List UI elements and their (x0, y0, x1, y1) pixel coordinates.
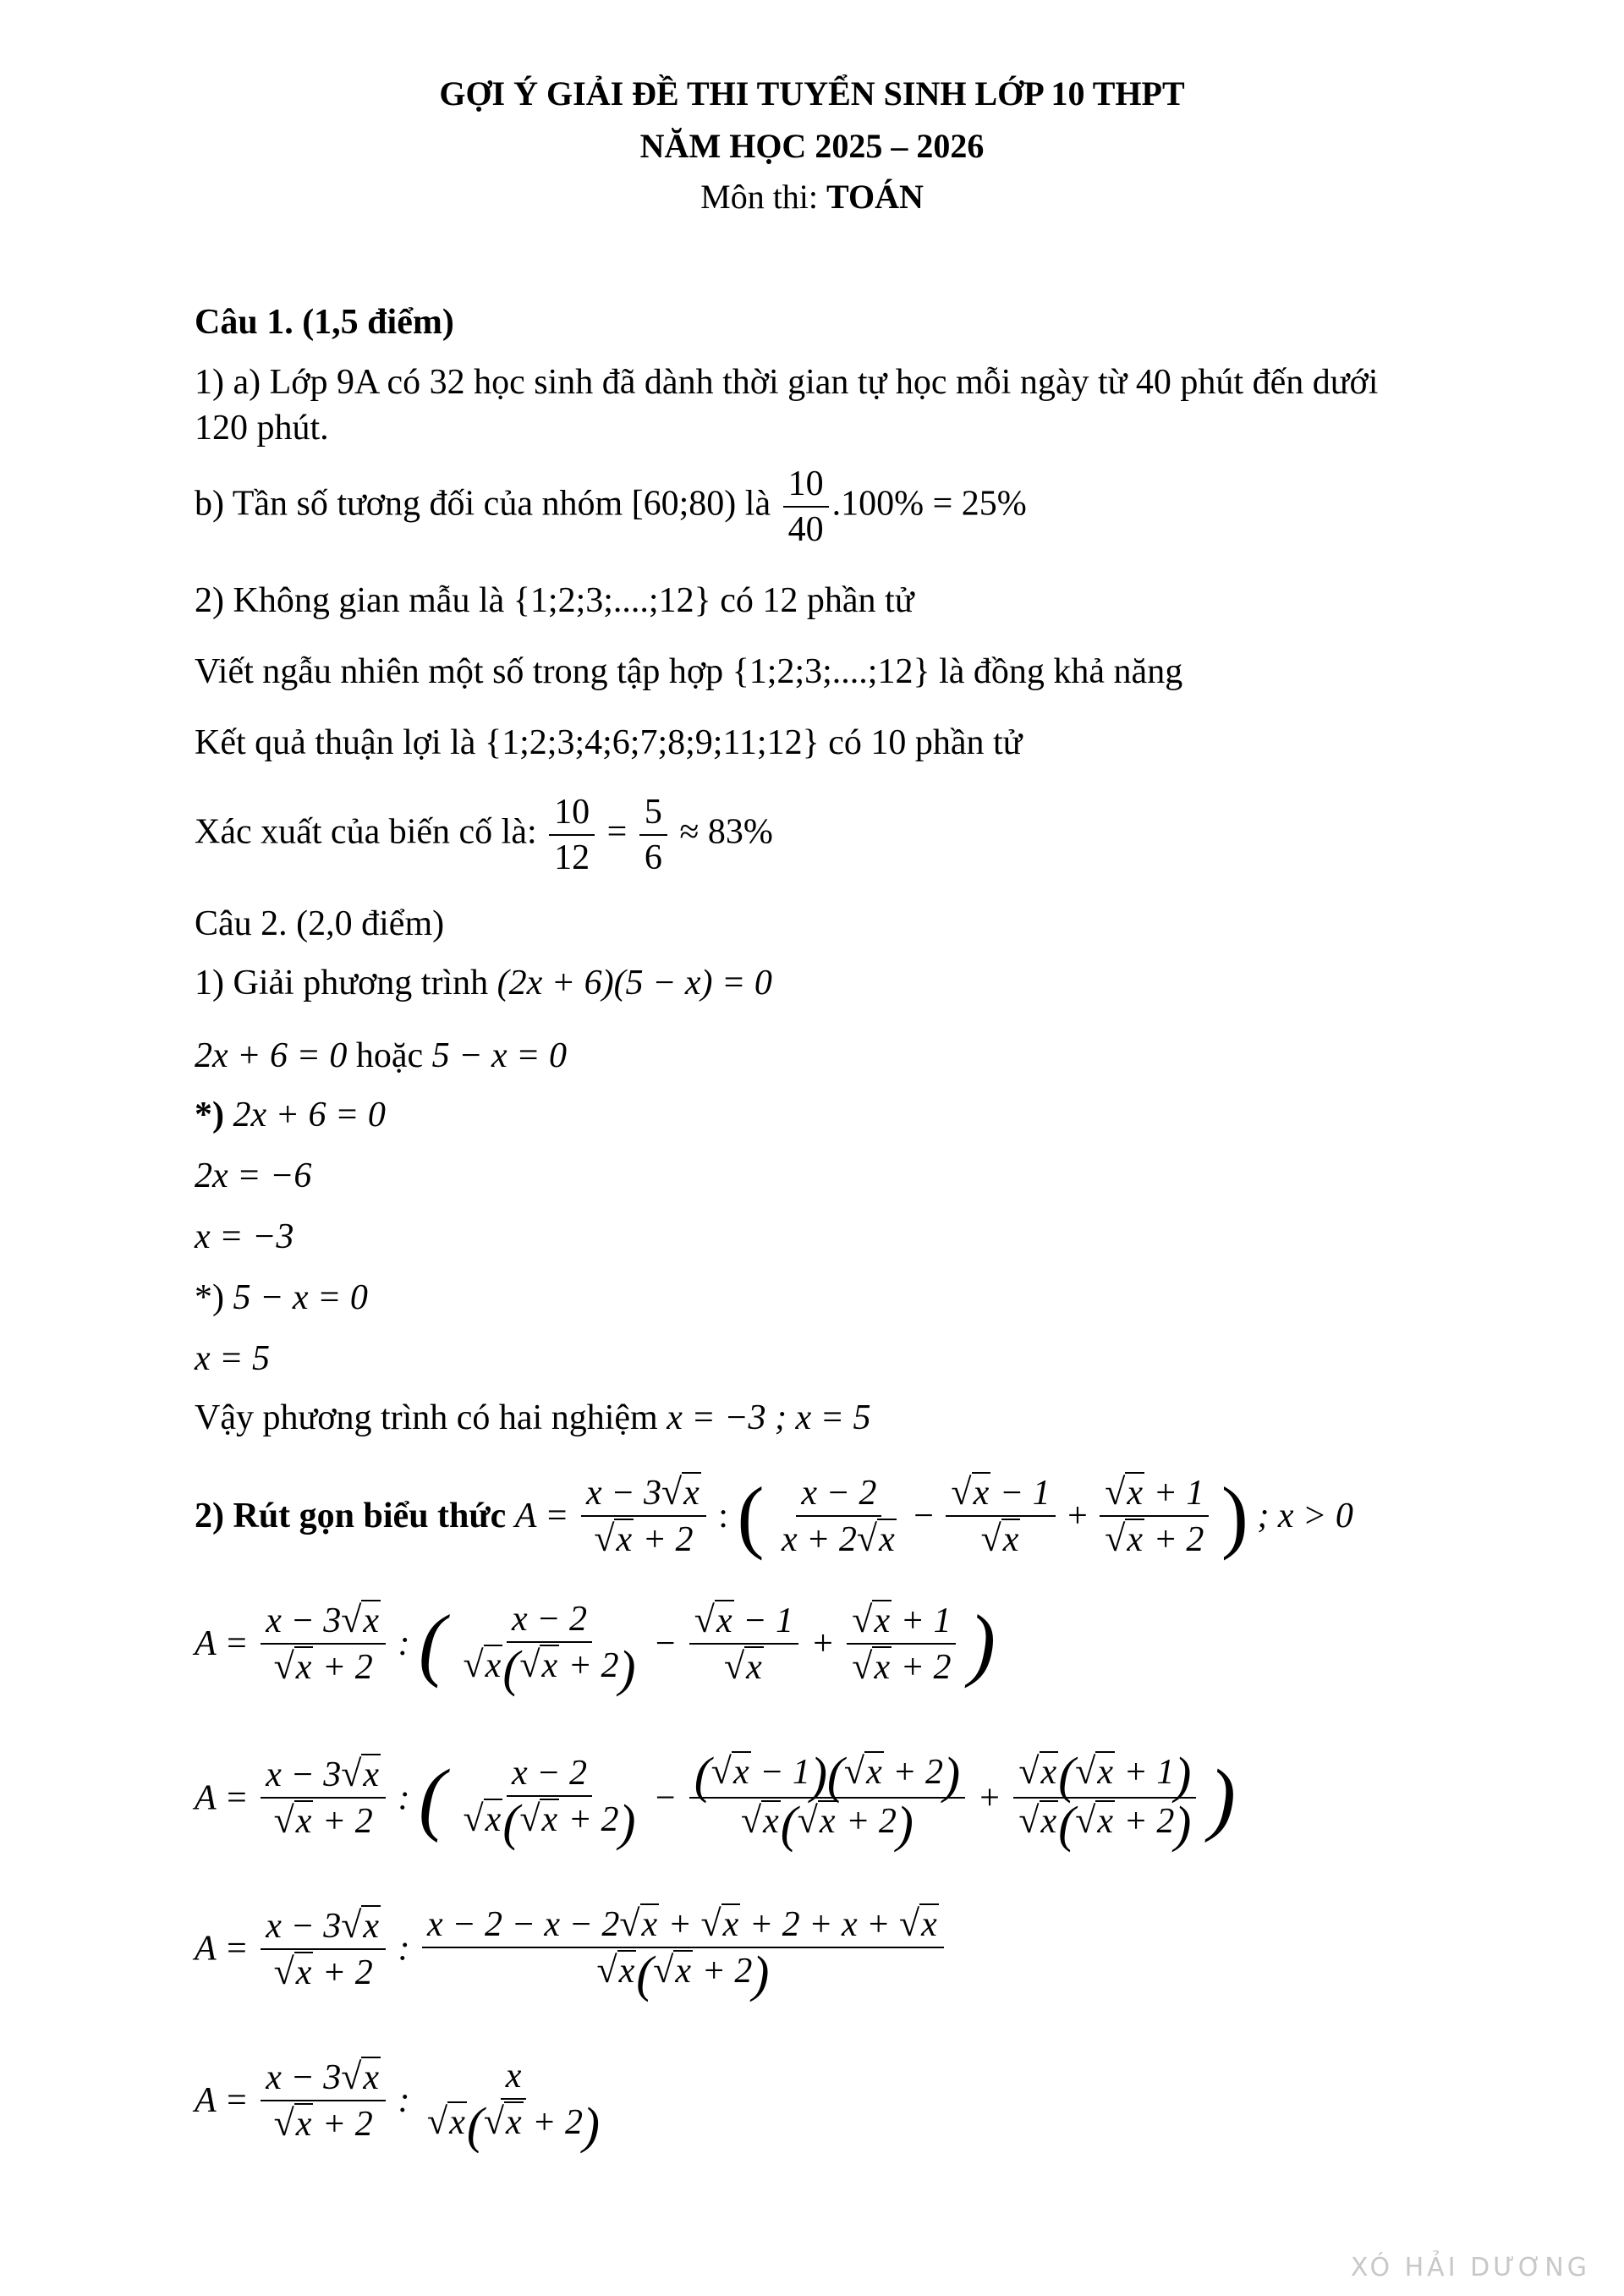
doc-subject (0, 176, 1624, 218)
q1-b-line (195, 464, 1027, 550)
q2-l5: 5 − x = 0 (233, 1278, 368, 1317)
step-1: A = $\frac{x - 3√x}{√x + 2}$ : ( $\frac{x - 2}{√x(√x + 2)}$ − $\frac{√x - 1}{√x}$ + $\frac{√x + 1}{√x + 2}$ ) (195, 1598, 996, 1697)
subject-name: TOÁN (826, 178, 924, 216)
q2-p2-frac-a: $\frac{x - 3√x}{√x + 2}$ (581, 1472, 706, 1560)
q1-s5-eq: = (606, 812, 628, 852)
q2-l1b: 5 − x = 0 (431, 1036, 567, 1075)
q2-l1a: 2x + 6 = 0 (195, 1036, 348, 1075)
q1-b-interval: [60;80) (631, 484, 737, 524)
q1-s5-num2: 5 (639, 792, 667, 836)
q1-b-tail: .100% = 25% (831, 484, 1027, 524)
q1-s5-prefix: Xác xuất của biến cố là: (195, 812, 537, 852)
q1-a-line2: 120 phút. (195, 409, 329, 448)
q2-l2: 2x + 6 = 0 (233, 1096, 386, 1134)
q2-p2-line: 2) Rút gọn biểu thức A = $\frac{x - 3√x}{√x + 2}$ : ( $\frac{x - 2}{x + 2√x}$ − $\frac{√x - 1}{√x}$ + $\frac{√x + 1}{√x + 2}$ ) ; x > 0 (195, 1470, 1353, 1561)
q2-star1: *) (195, 1096, 224, 1134)
doc-title: GỢI Ý GIẢI ĐỀ THI TUYỂN SINH LỚP 10 THPT (439, 74, 1185, 113)
q1-a-line1: 1) a) Lớp 9A có 32 học sinh đã dành thời gian tự học mỗi ngày từ 40 phút đến dưới (195, 363, 1379, 402)
q1-heading: Câu 1. (1,5 điểm) (195, 303, 454, 342)
q2-p1-prefix: 1) Giải phương trình (195, 964, 489, 1002)
q1-b-fraction (783, 464, 829, 550)
q2-p1-line (195, 961, 772, 1005)
q2-l1-or: hoặc (355, 1036, 424, 1075)
q1-s5-frac2 (639, 792, 667, 878)
subject-label: Môn thi: (700, 178, 827, 216)
q1-s4-set: {1;2;3;4;6;7;8;9;11;12} (484, 723, 820, 762)
q1-b-prefix: b) Tần số tương đối của nhóm (195, 484, 623, 524)
q2-l2-line (195, 1093, 386, 1137)
q1-b-la: là (744, 484, 771, 524)
q2-l3: 2x = −6 (195, 1156, 312, 1195)
q2-concl-prefix: Vậy phương trình có hai nghiệm (195, 1398, 658, 1437)
q2-conclusion (195, 1396, 871, 1440)
q2-star2: *) (195, 1278, 224, 1317)
q2-l1 (195, 1034, 567, 1078)
q1-s3-tail: là đồng khả năng (939, 652, 1183, 691)
q1-s3-line (195, 650, 1182, 694)
q1-s5-num1: 10 (549, 792, 595, 836)
q1-s5-line (195, 792, 773, 878)
q2-heading: Câu 2. (2,0 điểm) (195, 904, 445, 943)
q1-s2-prefix: 2) Không gian mẫu là (195, 581, 505, 620)
q2-concl-eq: x = −3 ; x = 5 (667, 1398, 871, 1437)
watermark-logo: XÓ HẢI DƯƠNG (1350, 2253, 1590, 2282)
q1-b-num: 10 (783, 464, 829, 508)
q1-s5-den1: 12 (554, 838, 590, 877)
q2-l6: x = 5 (195, 1339, 270, 1378)
doc-year: NĂM HỌC 2025 – 2026 (639, 127, 985, 165)
q1-s2-set: {1;2;3;....;12} (513, 581, 711, 620)
q1-s5-den2: 6 (644, 838, 662, 877)
q1-s3-prefix: Viết ngẫu nhiên một số trong tập hợp (195, 652, 724, 691)
q1-b-den: 40 (787, 510, 824, 549)
q1-s4-line (195, 721, 1022, 765)
q1-s3-set: {1;2;3;....;12} (732, 652, 930, 691)
q2-condition: ; x > 0 (1257, 1497, 1353, 1535)
q2-p1-equation: (2x + 6)(5 − x) = 0 (497, 964, 772, 1002)
q2-p2-heading: 2) Rút gọn biểu thức (195, 1497, 507, 1535)
q2-l5-line (195, 1276, 368, 1320)
step-3: A = $\frac{x - 3√x}{√x + 2}$ : $\frac{x - 2 - x - 2√x + √x + 2 + x + √x}{√x(√x + 2)}$ (195, 1903, 947, 2013)
q1-s2-tail: có 12 phần tử (720, 581, 914, 620)
q1-s5-tail: ≈ 83% (679, 812, 773, 852)
q1-s2-line (195, 579, 914, 623)
step-2: A = $\frac{x - 3√x}{√x + 2}$ : ( $\frac{x - 2}{√x(√x + 2)}$ − $\frac{(√x - 1)(√x + 2)}{√x(√x + 2)}$ + $\frac{√x(√x + 1)}{√x(√x + 2)}$ ) (195, 1747, 1236, 1853)
q2-l4: x = −3 (195, 1217, 294, 1256)
q1-s4-tail: có 10 phần tử (828, 723, 1023, 762)
step-4: A = $\frac{x - 3√x}{√x + 2}$ : $\frac{x}{√x(√x + 2)}$ (195, 2056, 600, 2154)
q1-s4-prefix: Kết quả thuận lợi là (195, 723, 476, 762)
q1-s5-frac1 (549, 792, 595, 878)
